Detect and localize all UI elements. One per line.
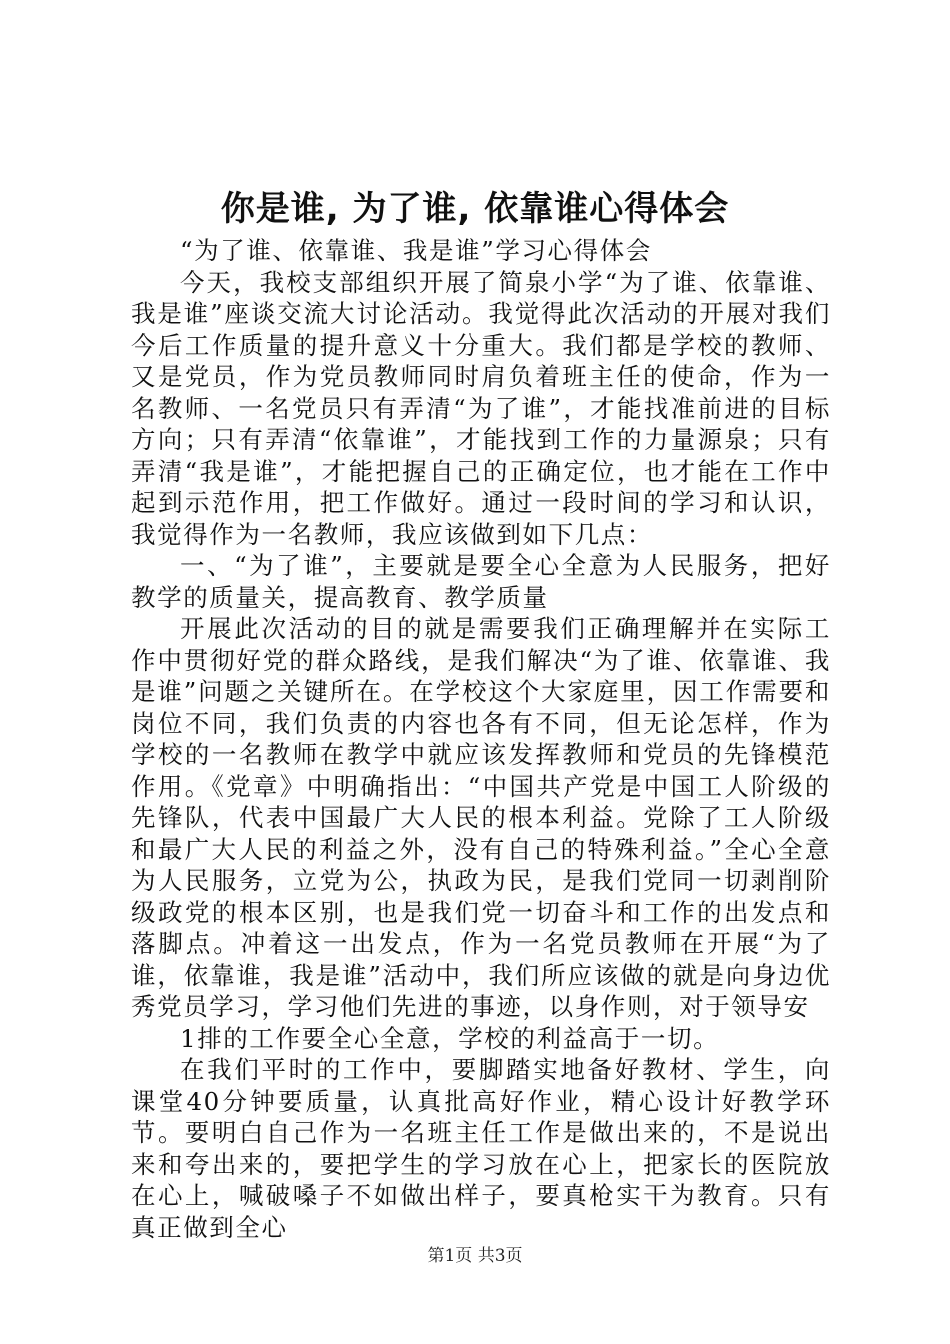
paragraph-body: 在我们平时的工作中，要脚踏实地备好教材、学生，向课堂40分钟要质量，认真批高好作业，精心设计好教学环节。要明白自己作为一名班主任工作是做出来的，不是说出来和夸出来的，要把学生的学习放在心上，把家长的医院放在心上，喊破嗓子不如做出样子，要真枪实干为教育。只有真正做到全心 xyxy=(131,1055,831,1242)
page-number-footer: 第1页 共3页 xyxy=(427,1246,523,1266)
paragraph-subtitle: “为了谁、依靠谁、我是谁”学习心得体会 xyxy=(180,236,652,265)
paragraph-section-heading: 一、“为了谁”，主要就是要全心全意为人民服务，把好教学的质量关，提高教育、教学质量 xyxy=(131,551,831,612)
paragraph-body: 开展此次活动的目的就是需要我们正确理解并在实际工作中贯彻好党的群众路线，是我们解决“为了谁、依靠谁、我是谁”问题之关键所在。在学校这个大家庭里，因工作需要和岗位不同，我们负责的内容也各有不同，但无论怎样，作为学校的一名教师在教学中就应该发挥教师和党员的先锋模范作用。《党章》中明确指出：“中国共产党是中国工人阶级的先锋队，代表中国最广大人民的根本利益。党除了工人阶级和最广大人民的利益之外，没有自己的特殊利益。”全心全意为人民服务，立党为公，执政为民，是我们党同一切剥削阶级政党的根本区别，也是我们党一切奋斗和工作的出发点和落脚点。冲着这一出发点，作为一名党员教师在开展“为了谁，依靠谁，我是谁”活动中，我们所应该做的就是向身边优秀党员学习，学习他们先进的事迹，以身作则，对于领导安 xyxy=(131,614,831,1021)
paragraph-continuation: 1排的工作要全心全意，学校的利益高于一切。 xyxy=(180,1023,720,1053)
paragraph-intro: 今天，我校支部组织开展了简泉小学“为了谁、依靠谁、我是谁”座谈交流大讨论活动。我觉得此次活动的开展对我们今后工作质量的提升意义十分重大。我们都是学校的教师、又是党员，作为党员教师同时肩负着班主任的使命，作为一名教师、一名党员只有弄清“为了谁”，才能找准前进的目标方向；只有弄清“依靠谁”，才能找到工作的力量源泉；只有弄清“我是谁”，才能把握自己的正确定位，也才能在工作中起到示范作用，把工作做好。通过一段时间的学习和认识，我觉得作为一名教师，我应该做到如下几点： xyxy=(131,267,831,549)
document-body xyxy=(131,235,831,1243)
document-title: 你是谁, 为了谁, 依靠谁心得体会 xyxy=(220,189,730,229)
